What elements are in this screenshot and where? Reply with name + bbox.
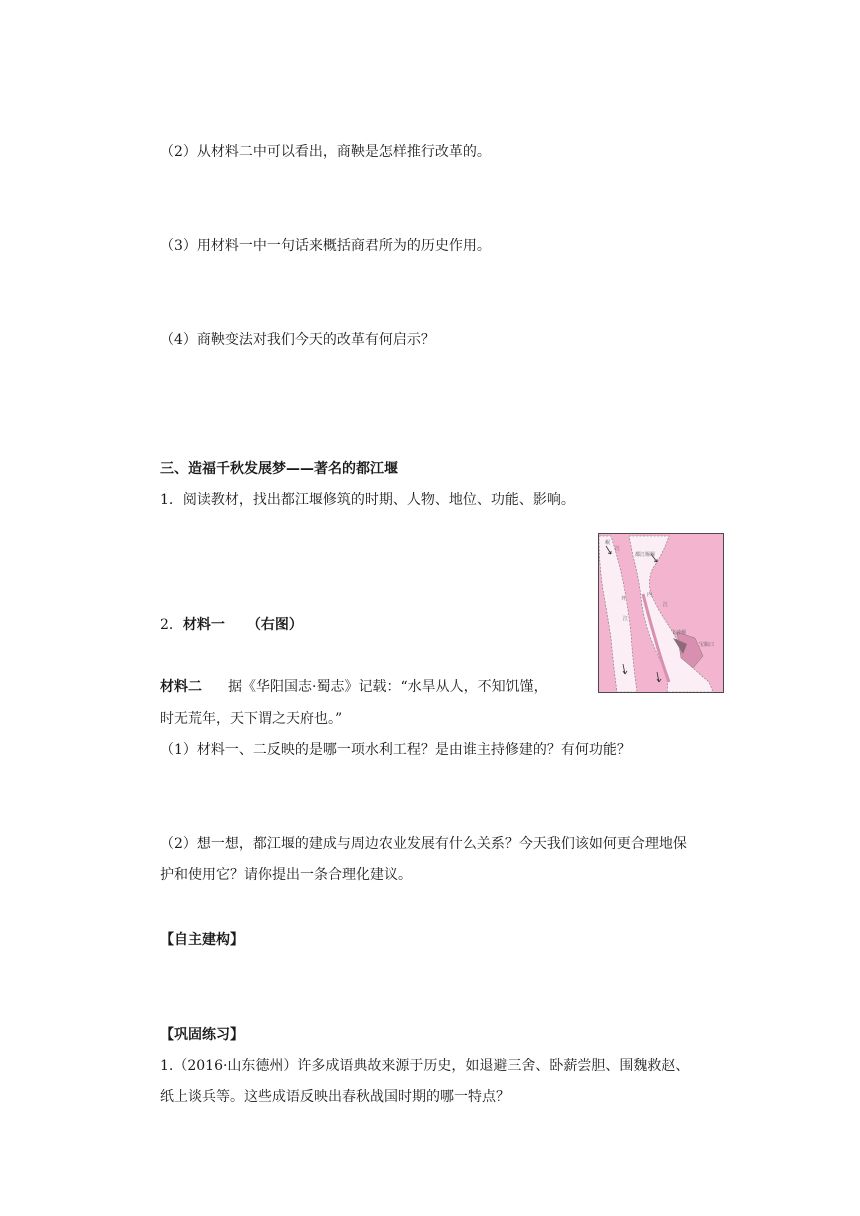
map-label-jiang: 江: [615, 546, 621, 552]
material-two-quote-line-2: 时无荒年，天下谓之天府也。”: [160, 711, 343, 727]
map-label-jiang-inner: 江: [663, 602, 669, 608]
question-q3-material-one: （3）用材料一中一句话来概括商君所为的历史作用。: [160, 238, 491, 254]
question-q2-material-two: （2）从材料二中可以看出，商鞅是怎样推行改革的。: [160, 144, 491, 160]
inner-river: [629, 536, 713, 692]
practice-heading: 【巩固练习】: [160, 1027, 244, 1043]
self-build-heading: 【自主建构】: [160, 932, 244, 948]
dujiangyan-map-drawing: [599, 534, 723, 692]
practice-question-1-line-2: 纸上谈兵等。这些成语反映出春秋战国时期的哪一特点？: [160, 1089, 510, 1105]
map-label-feishayan: 飞沙堰: [671, 630, 687, 636]
dujiangyan-map: [598, 533, 724, 693]
material-two-quote-line-1: 据《华阳国志·蜀志》记载：“水旱从人，不知饥馑，: [228, 679, 548, 695]
map-label-baopingkou: 宝瓶口: [699, 642, 715, 648]
flow-arrow-4: [657, 672, 661, 682]
question-q4-reform-insight: （4）商鞅变法对我们今天的改革有何启示？: [160, 332, 435, 348]
section-three-question-2-line-2: 护和使用它？请你提出一条合理化建议。: [160, 867, 412, 883]
section-three-question-1: （1）材料一、二反映的是哪一项水利工程？是由谁主持修建的？有何功能？: [160, 742, 631, 758]
map-label-jiang-outer: 江: [623, 616, 629, 622]
map-label-dujiangyan: 都江堰堰: [635, 552, 656, 558]
material-one-label: 材料一: [182, 617, 225, 633]
practice-question-1-line-1: 1.（2016·山东德州）许多成语典故来源于历史，如退避三舍、卧薪尝胆、围魏救赵、: [160, 1058, 690, 1074]
section-three-question-2-line-1: （2）想一想，都江堰的建成与周边农业发展有什么关系？今天我们该如何更合理地保: [160, 836, 687, 852]
material-two-label: 材料二: [160, 679, 202, 695]
section-three-item-2: [160, 615, 303, 635]
item-2-prefix: 2．: [160, 617, 183, 633]
section-three-item-1: 1．阅读教材，找出都江堰修筑的时期、人物、地位、功能、影响。: [160, 492, 575, 508]
material-one-note: （右图）: [246, 617, 303, 633]
material-two-line: [160, 677, 548, 697]
map-label-nei: 内: [647, 592, 653, 598]
section-three-heading: 三、造福千秋发展梦——著名的都江堰: [160, 461, 398, 477]
map-label-wai: 外: [621, 596, 627, 602]
outer-river: [599, 536, 637, 692]
map-label-min: 岷: [605, 540, 611, 546]
